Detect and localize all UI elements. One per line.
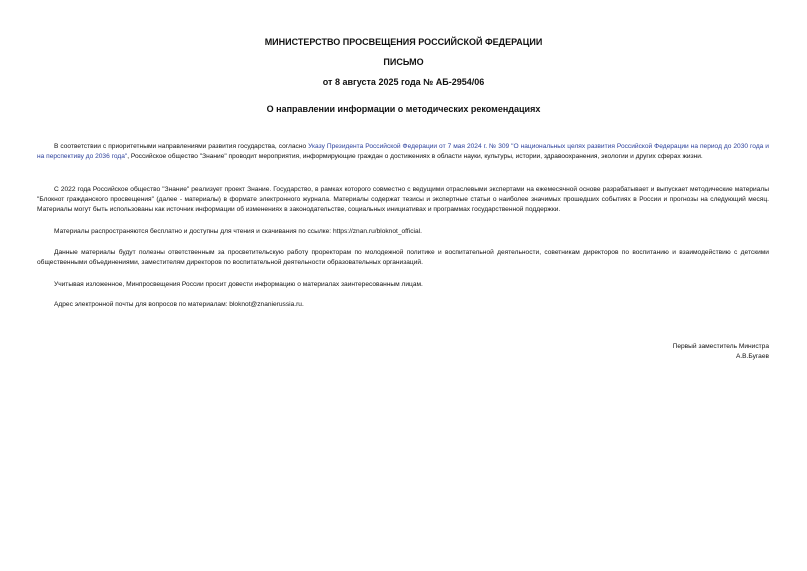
document-subject: О направлении информации о методических рекомендациях [266,104,541,114]
paragraph-presidential-decree [37,142,769,162]
document-type: ПИСЬМО [383,57,424,67]
document-date-number: от 8 августа 2025 года № АБ-2954/06 [322,77,485,87]
signature-block [673,342,769,362]
ministry-title: МИНИСТЕРСТВО ПРОСВЕЩЕНИЯ РОССИЙСКОЙ ФЕДЕРАЦИИ [264,37,543,47]
paragraph-target-audience: Данные материалы будут полезны ответственным за просветительскую работу проректорам по молодежной политике и воспитательной деятельности, советникам директоров по воспитанию и взаимодействию с детскими общественными объединениями, заместителям директоров по воспитательной деятельности образовательных организаций. [37,249,769,267]
paragraph-project-description: С 2022 года Российское общество "Знание" реализует проект Знание. Государство, в рамках которого совместно с ведущими отраслевыми экспертами на ежемесячной основе разрабатывает и выпускает методические материалы "Блокнот гражданского просвещения" (далее - материалы) в формате электронного журнала. Материалы содержат тезисы и экспертные статьи о наиболее значимых прошедших событиях в России и прогнозы на следующий месяц. Материалы могут быть использованы как источник информации об изменениях в законодательстве, социальных инициативах и программах государственной поддержки. [37,186,769,214]
paragraph-text: , Российское общество "Знание" проводит мероприятия, информирующие граждан о достижениях в области науки, культуры, истории, здравоохранения, экологии и других сферах жизни. [127,153,703,161]
paragraph-text: В соответствии с приоритетными направлениями развития государства, согласно [54,143,309,150]
paragraph-request: Учитывая изложенное, Минпросвещения России просит довести информацию о материалах заинтересованным лицам. [54,281,423,288]
signatory-name: А.В.Бугаев [735,353,769,361]
paragraph-contact-email: Адрес электронной почты для вопросов по материалам: bloknot@znanierussia.ru. [54,301,304,308]
paragraph-materials-link: Материалы распространяются бесплатно и доступны для чтения и скачивания по ссылке: https://znan.ru/bloknot_official. [54,228,422,235]
presidential-decree-link[interactable]: Указу Президента Российской Федерации от 7 мая 2024 г. № 309 "О национальных целях развития Российской Федерации на период до 2030 года и на перспективу до 2036 года" [37,143,769,161]
signatory-position: Первый заместитель Министра [672,343,769,350]
